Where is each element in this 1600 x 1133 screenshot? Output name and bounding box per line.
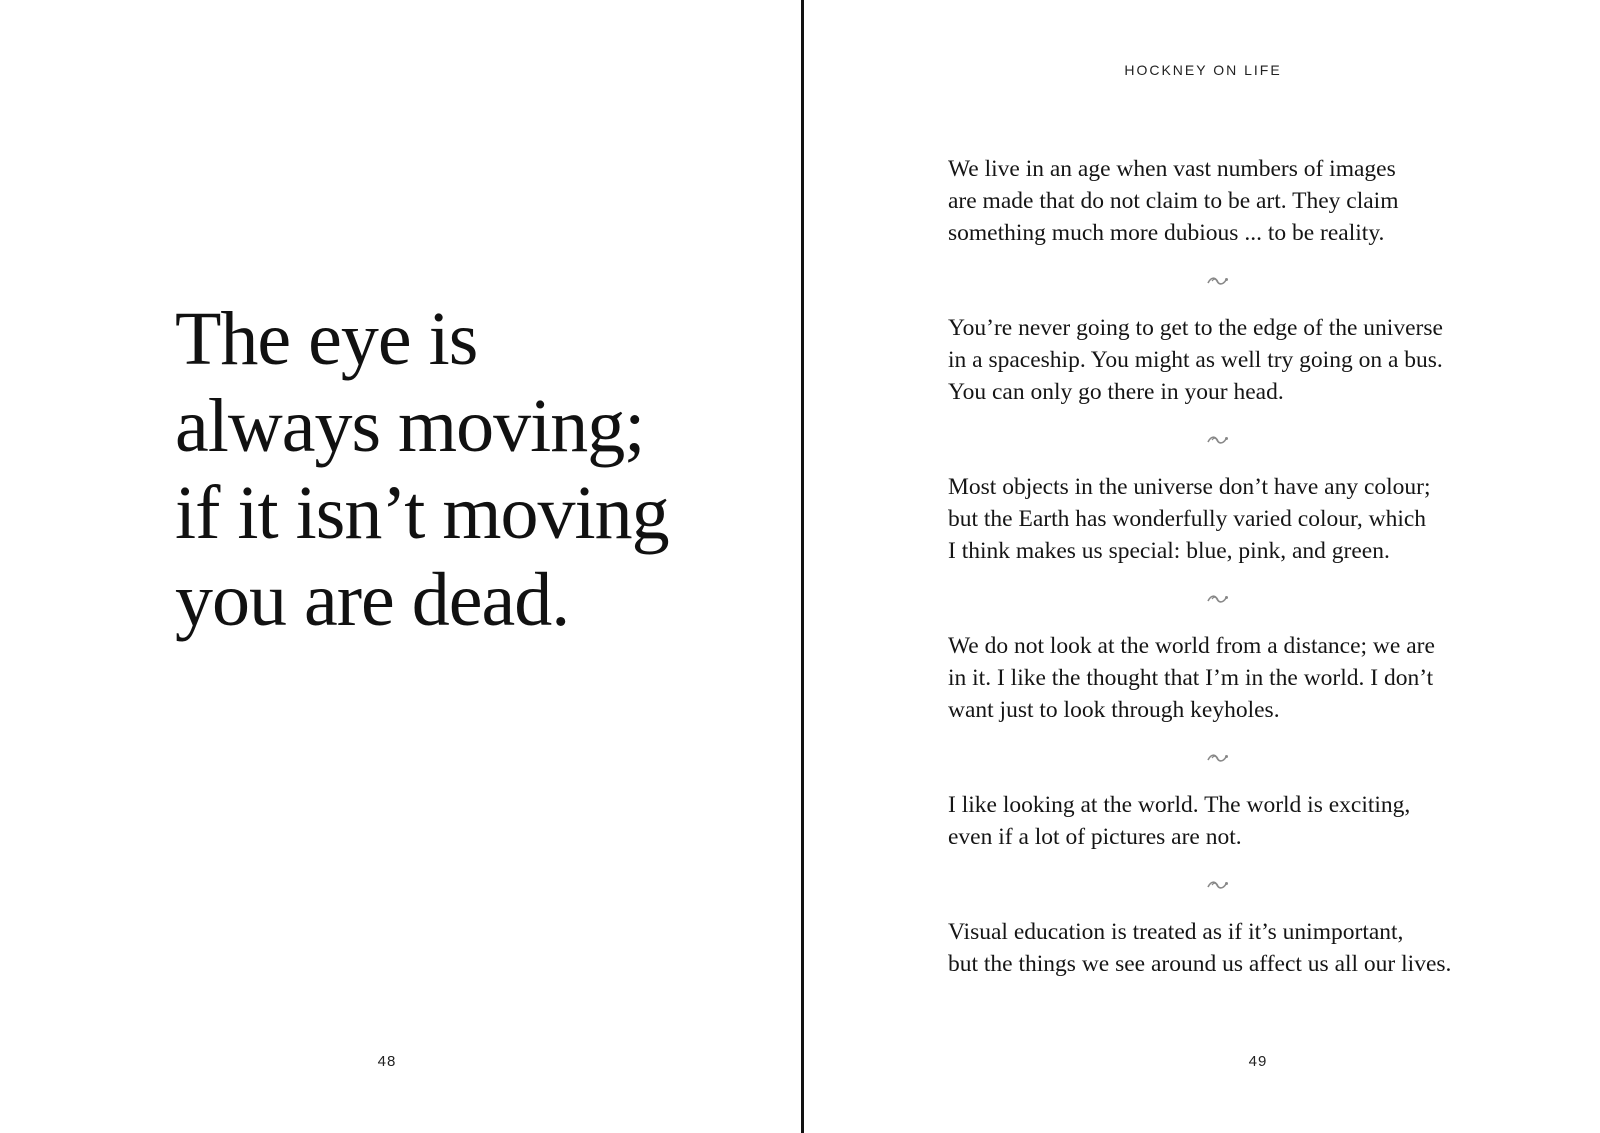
pull-quote-line: always moving; [175, 384, 645, 468]
page-number-right: 49 [1248, 1053, 1268, 1070]
quote-block [948, 471, 1488, 567]
quote-line: something much more dubious ... to be reality. [948, 220, 1385, 246]
quote-line: Most objects in the universe don’t have any colour; [948, 474, 1431, 500]
fleuron-icon [948, 853, 1488, 916]
right-page [806, 0, 1600, 1133]
quote-line: We do not look at the world from a distance; we are [948, 633, 1435, 659]
quote-block [948, 916, 1488, 980]
fleuron-icon [948, 249, 1488, 312]
pull-quote-line: you are dead. [175, 558, 570, 642]
pull-quote [175, 296, 735, 644]
quote-block [948, 312, 1488, 408]
quote-block [948, 789, 1488, 853]
fleuron-icon [948, 567, 1488, 630]
quote-block [948, 153, 1488, 249]
quote-line: want just to look through keyholes. [948, 697, 1280, 723]
quote-line: We live in an age when vast numbers of images [948, 156, 1396, 182]
quote-block [948, 630, 1488, 726]
quote-line: in it. I like the thought that I’m in the world. I don’t [948, 665, 1434, 691]
quote-line: Visual education is treated as if it’s unimportant, [948, 919, 1404, 945]
fleuron-icon [948, 408, 1488, 471]
quote-line: I like looking at the world. The world is exciting, [948, 792, 1411, 818]
quote-line: but the Earth has wonderfully varied colour, which [948, 506, 1427, 532]
quote-list [948, 153, 1488, 980]
fleuron-icon [948, 726, 1488, 789]
quote-line: even if a lot of pictures are not. [948, 824, 1242, 850]
quote-line: in a spaceship. You might as well try going on a bus. [948, 347, 1443, 373]
quote-line: You can only go there in your head. [948, 379, 1284, 405]
page-number-left: 48 [377, 1053, 397, 1070]
quote-line: I think makes us special: blue, pink, and green. [948, 538, 1390, 564]
gutter-divider [801, 0, 804, 1133]
quote-line: are made that do not claim to be art. They claim [948, 188, 1399, 214]
running-head: HOCKNEY ON LIFE [1124, 62, 1282, 78]
quote-line: but the things we see around us affect us all our lives. [948, 951, 1452, 977]
pull-quote-line: The eye is [175, 297, 478, 381]
quote-line: You’re never going to get to the edge of the universe [948, 315, 1443, 341]
pull-quote-line: if it isn’t moving [175, 471, 669, 555]
